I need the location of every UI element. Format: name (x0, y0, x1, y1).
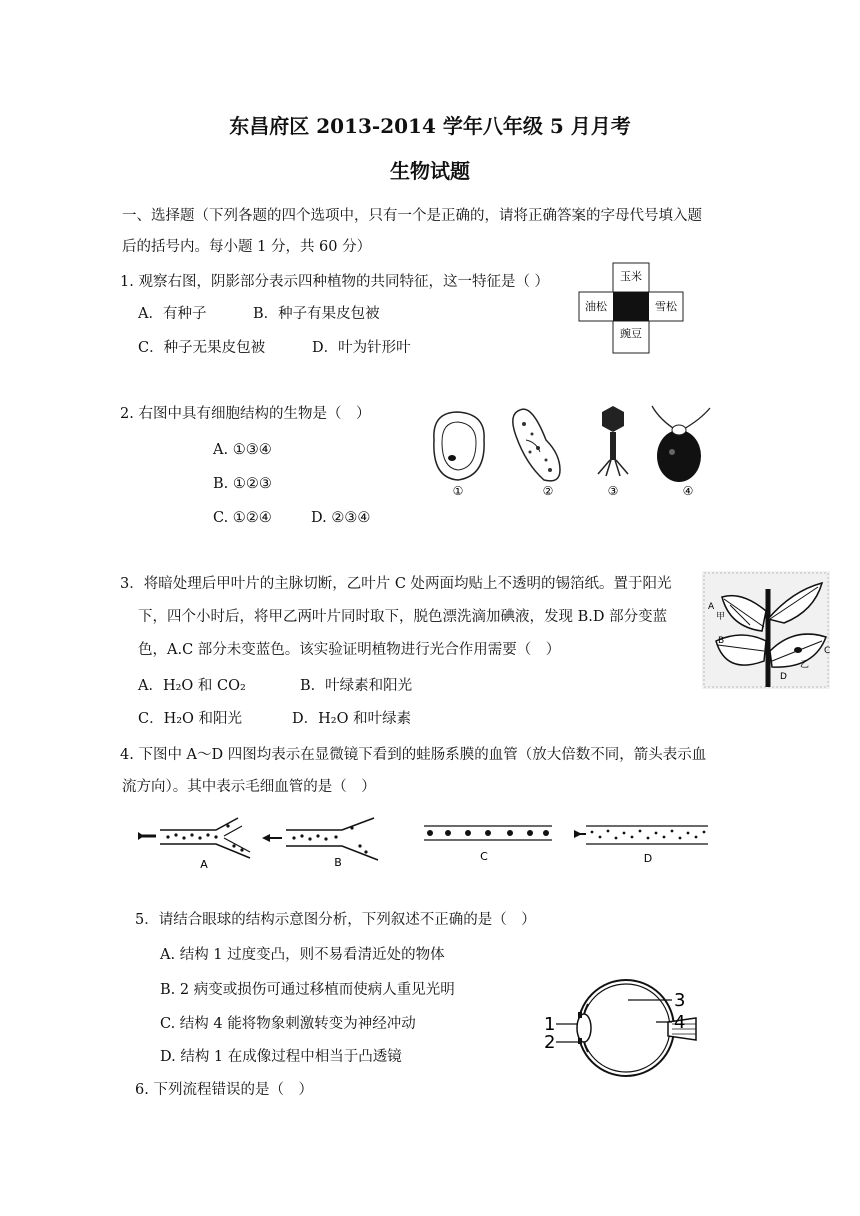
q1-option-c: C．种子无果皮包被 (138, 340, 266, 356)
q5-eyeball-figure (540, 972, 700, 1084)
q2-protozoan-2 (513, 409, 560, 481)
q3-line1: 3．将暗处理后甲叶片的主脉切断，乙叶片 C 处两面均贴上不透明的锡箔纸。置于阳光 (120, 576, 672, 592)
q2-alga-4 (652, 406, 710, 482)
q1-shaded-overlap (613, 292, 649, 321)
page-title: 东昌府区 2013-2014 学年八年级 5 月月考 (229, 114, 631, 138)
q1-plant-cross-figure (578, 262, 684, 354)
q3-leaf-figure (702, 571, 830, 689)
q2-option-c: C. ①②④ (213, 510, 272, 526)
q3-label-d: D (780, 672, 787, 682)
q1-option-b: B．种子有果皮包被 (253, 306, 380, 322)
q1-label-pea: 豌豆 (620, 327, 642, 340)
q5-stem: 5．请结合眼球的结构示意图分析，下列叙述不正确的是（ ） (135, 912, 536, 928)
q3-option-b: B．叶绿素和阳光 (300, 678, 413, 694)
q2-label-3: ③ (607, 484, 619, 498)
q3-option-a: A．H₂O 和 CO₂ (138, 678, 246, 694)
q3-label-yi: 乙 (800, 660, 810, 670)
q5-label-2: 2 (544, 1032, 556, 1053)
section-instruction-line1: 一、选择题（下列各题的四个选项中，只有一个是正确的，请将正确答案的字母代号填入题 (122, 208, 702, 224)
page-subtitle: 生物试题 (390, 159, 470, 183)
q2-option-b: B. ①②③ (213, 476, 272, 492)
q4-vessel-b (262, 818, 378, 869)
q5-option-a: A. 结构 1 过度变凸，则不易看清近处的物体 (160, 947, 445, 963)
q5-label-1: 1 (544, 1014, 556, 1035)
q4-vessel-c (424, 826, 552, 863)
q3-option-d: D．H₂O 和叶绿素 (292, 711, 412, 727)
q2-cell-1 (434, 412, 484, 480)
q6-stem: 6. 下列流程错误的是（ ） (135, 1082, 313, 1098)
q2-organisms-figure (420, 400, 740, 502)
q5-option-c: C. 结构 4 能将物象刺激转变为神经冲动 (160, 1016, 416, 1032)
q2-label-2: ② (542, 484, 554, 498)
q1-option-a: A．有种子 (138, 306, 207, 322)
q2-option-d: D. ②③④ (311, 510, 371, 526)
q2-label-1: ① (452, 484, 464, 498)
q3-line2: 下，四个小时后，将甲乙两叶片同时取下，脱色漂洗滴加碘液，发现 B.D 部分变蓝 (138, 609, 668, 625)
q5-option-d: D. 结构 1 在成像过程中相当于凸透镜 (160, 1049, 402, 1065)
q4-blood-vessel-figure (138, 816, 712, 870)
q3-label-a: A (708, 602, 715, 612)
q5-option-b: B. 2 病变或损伤可通过移植而使病人重见光明 (160, 982, 455, 998)
q4-label-a: A (200, 858, 208, 870)
q2-option-a: A. ①③④ (213, 442, 272, 458)
q1-stem: 1. 观察右图，阴影部分表示四种植物的共同特征，这一特征是（ ） (120, 274, 550, 290)
q4-label-b: B (334, 856, 342, 869)
q2-label-4: ④ (682, 484, 694, 498)
q3-label-jia: 甲 (716, 612, 726, 622)
q2-virus-3 (598, 406, 628, 476)
q1-label-corn: 玉米 (620, 270, 642, 283)
q4-line2: 流方向）。其中表示毛细血管的是（ ） (122, 779, 376, 795)
q5-label-3: 3 (674, 990, 686, 1011)
q3-label-c: C (824, 646, 830, 656)
section-instruction-line2: 后的括号内。每小题 1 分，共 60 分） (122, 239, 372, 255)
q5-label-4: 4 (674, 1012, 686, 1033)
q4-line1: 4. 下图中 A～D 四图均表示在显微镜下看到的蛙肠系膜的血管（放大倍数不同，箭头表示血 (120, 747, 707, 763)
q3-option-c: C．H₂O 和阳光 (138, 711, 243, 727)
q2-stem: 2. 右图中具有细胞结构的生物是（ ） (120, 406, 371, 422)
q4-vessel-d (574, 826, 708, 865)
q3-label-b: B (718, 636, 725, 646)
q3-line3: 色，A.C 部分未变蓝色。该实验证明植物进行光合作用需要（ ） (138, 642, 561, 658)
q4-label-c: C (480, 850, 488, 863)
q1-label-pine: 油松 (585, 300, 607, 313)
q4-vessel-a (138, 818, 250, 870)
q1-label-cedar: 雪松 (655, 300, 677, 313)
q1-option-d: D．叶为针形叶 (312, 340, 411, 356)
q4-label-d: D (643, 852, 653, 865)
